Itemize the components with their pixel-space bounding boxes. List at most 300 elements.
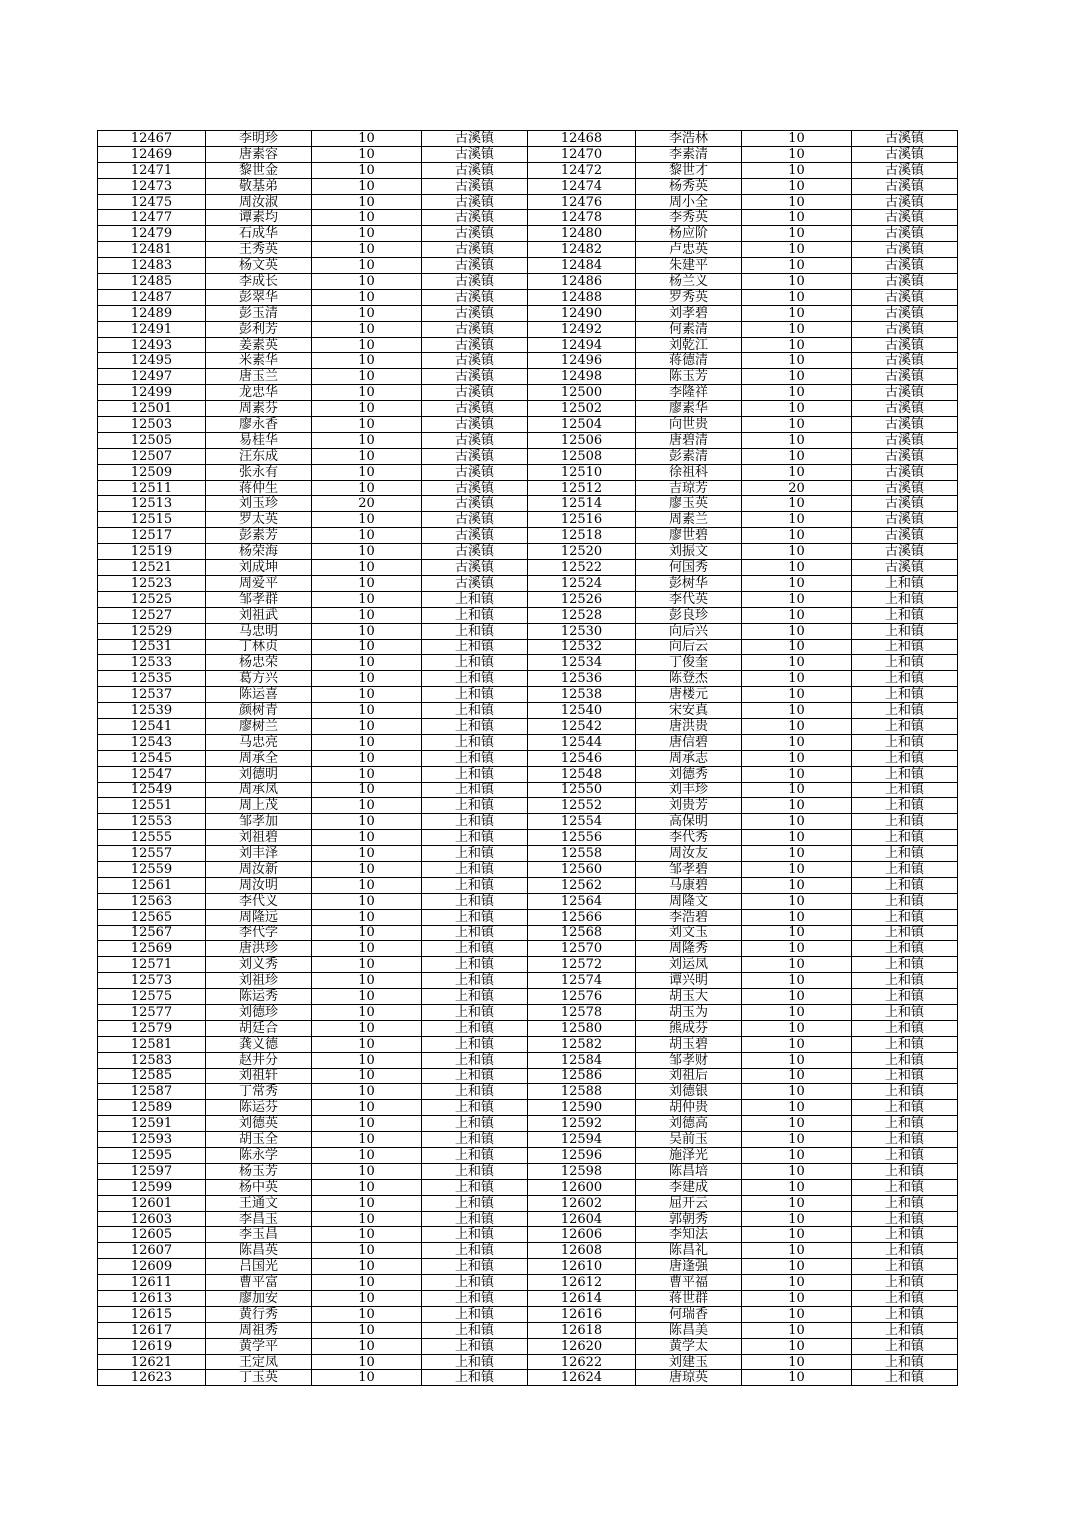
cell-amount-left: 10 bbox=[312, 226, 422, 242]
cell-amount-right: 10 bbox=[742, 210, 852, 226]
cell-town-right: 上和镇 bbox=[852, 1100, 958, 1116]
cell-name-left: 刘祖武 bbox=[206, 607, 312, 623]
table-row bbox=[98, 1227, 958, 1243]
cell-name-right: 李浩碧 bbox=[636, 909, 742, 925]
cell-amount-right: 10 bbox=[742, 417, 852, 433]
table-row bbox=[98, 401, 958, 417]
cell-name-left: 马忠亮 bbox=[206, 734, 312, 750]
table-row bbox=[98, 861, 958, 877]
table-row bbox=[98, 1354, 958, 1370]
table-row bbox=[98, 782, 958, 798]
cell-amount-right: 10 bbox=[742, 1275, 852, 1291]
table-row bbox=[98, 1100, 958, 1116]
cell-name-right: 卢忠英 bbox=[636, 242, 742, 258]
cell-name-left: 龙忠华 bbox=[206, 385, 312, 401]
cell-amount-right: 10 bbox=[742, 1036, 852, 1052]
cell-amount-left: 10 bbox=[312, 655, 422, 671]
cell-amount-right: 10 bbox=[742, 1259, 852, 1275]
cell-town-left: 上和镇 bbox=[422, 671, 528, 687]
cell-town-right: 上和镇 bbox=[852, 1132, 958, 1148]
cell-town-left: 上和镇 bbox=[422, 1004, 528, 1020]
cell-amount-right: 10 bbox=[742, 1354, 852, 1370]
table-row bbox=[98, 448, 958, 464]
cell-amount-left: 10 bbox=[312, 1084, 422, 1100]
cell-town-right: 古溪镇 bbox=[852, 162, 958, 178]
cell-id-right: 12598 bbox=[528, 1163, 636, 1179]
table-row bbox=[98, 1004, 958, 1020]
cell-amount-right: 10 bbox=[742, 1179, 852, 1195]
cell-town-left: 古溪镇 bbox=[422, 575, 528, 591]
cell-town-right: 上和镇 bbox=[852, 941, 958, 957]
cell-amount-right: 10 bbox=[742, 385, 852, 401]
cell-town-left: 古溪镇 bbox=[422, 242, 528, 258]
cell-amount-left: 10 bbox=[312, 1259, 422, 1275]
cell-id-right: 12492 bbox=[528, 321, 636, 337]
table-row bbox=[98, 337, 958, 353]
table-row bbox=[98, 1116, 958, 1132]
cell-amount-right: 10 bbox=[742, 750, 852, 766]
cell-amount-right: 10 bbox=[742, 369, 852, 385]
cell-town-left: 上和镇 bbox=[422, 1068, 528, 1084]
cell-name-right: 李素清 bbox=[636, 146, 742, 162]
cell-town-right: 上和镇 bbox=[852, 1004, 958, 1020]
cell-amount-right: 10 bbox=[742, 178, 852, 194]
cell-town-right: 上和镇 bbox=[852, 1195, 958, 1211]
cell-id-right: 12574 bbox=[528, 973, 636, 989]
cell-id-left: 12587 bbox=[98, 1084, 206, 1100]
cell-id-right: 12516 bbox=[528, 512, 636, 528]
table-row bbox=[98, 703, 958, 719]
cell-name-right: 李浩林 bbox=[636, 131, 742, 147]
cell-name-left: 丁林贞 bbox=[206, 639, 312, 655]
cell-name-right: 陈昌培 bbox=[636, 1163, 742, 1179]
cell-town-right: 上和镇 bbox=[852, 1227, 958, 1243]
table-row bbox=[98, 814, 958, 830]
cell-amount-left: 10 bbox=[312, 353, 422, 369]
cell-id-right: 12620 bbox=[528, 1338, 636, 1354]
cell-name-left: 杨中英 bbox=[206, 1179, 312, 1195]
cell-id-left: 12515 bbox=[98, 512, 206, 528]
cell-amount-right: 10 bbox=[742, 814, 852, 830]
cell-town-right: 古溪镇 bbox=[852, 289, 958, 305]
cell-amount-right: 10 bbox=[742, 226, 852, 242]
cell-town-left: 上和镇 bbox=[422, 798, 528, 814]
cell-town-right: 上和镇 bbox=[852, 798, 958, 814]
cell-name-right: 周素兰 bbox=[636, 512, 742, 528]
cell-town-right: 上和镇 bbox=[852, 1179, 958, 1195]
cell-name-left: 刘德英 bbox=[206, 1116, 312, 1132]
cell-name-right: 刘文玉 bbox=[636, 925, 742, 941]
cell-name-left: 汪东成 bbox=[206, 448, 312, 464]
cell-id-left: 12531 bbox=[98, 639, 206, 655]
cell-name-right: 唐碧清 bbox=[636, 432, 742, 448]
cell-id-right: 12570 bbox=[528, 941, 636, 957]
cell-amount-right: 10 bbox=[742, 146, 852, 162]
cell-amount-left: 10 bbox=[312, 575, 422, 591]
cell-town-right: 古溪镇 bbox=[852, 385, 958, 401]
cell-town-left: 古溪镇 bbox=[422, 162, 528, 178]
cell-name-left: 黄学平 bbox=[206, 1338, 312, 1354]
cell-town-left: 古溪镇 bbox=[422, 353, 528, 369]
cell-amount-right: 10 bbox=[742, 1148, 852, 1164]
cell-name-left: 蒋仲生 bbox=[206, 480, 312, 496]
cell-amount-right: 10 bbox=[742, 893, 852, 909]
cell-amount-right: 10 bbox=[742, 877, 852, 893]
cell-town-right: 上和镇 bbox=[852, 591, 958, 607]
cell-amount-left: 10 bbox=[312, 146, 422, 162]
table-row bbox=[98, 289, 958, 305]
cell-name-right: 胡玉碧 bbox=[636, 1036, 742, 1052]
cell-town-right: 上和镇 bbox=[852, 814, 958, 830]
cell-amount-left: 10 bbox=[312, 274, 422, 290]
cell-id-right: 12556 bbox=[528, 830, 636, 846]
cell-id-left: 12599 bbox=[98, 1179, 206, 1195]
cell-amount-left: 10 bbox=[312, 178, 422, 194]
cell-town-right: 古溪镇 bbox=[852, 544, 958, 560]
table-row bbox=[98, 1084, 958, 1100]
cell-id-left: 12467 bbox=[98, 131, 206, 147]
cell-name-left: 罗太英 bbox=[206, 512, 312, 528]
table-row bbox=[98, 321, 958, 337]
cell-name-right: 杨兰义 bbox=[636, 274, 742, 290]
cell-id-left: 12505 bbox=[98, 432, 206, 448]
cell-amount-left: 10 bbox=[312, 432, 422, 448]
cell-town-left: 上和镇 bbox=[422, 861, 528, 877]
cell-id-right: 12490 bbox=[528, 305, 636, 321]
cell-id-right: 12590 bbox=[528, 1100, 636, 1116]
cell-id-right: 12562 bbox=[528, 877, 636, 893]
table-row bbox=[98, 893, 958, 909]
cell-id-left: 12597 bbox=[98, 1163, 206, 1179]
cell-name-left: 周汝新 bbox=[206, 861, 312, 877]
cell-name-right: 唐逢强 bbox=[636, 1259, 742, 1275]
cell-name-right: 廖素华 bbox=[636, 401, 742, 417]
cell-name-right: 刘孝碧 bbox=[636, 305, 742, 321]
cell-id-left: 12581 bbox=[98, 1036, 206, 1052]
cell-id-right: 12526 bbox=[528, 591, 636, 607]
cell-id-left: 12611 bbox=[98, 1275, 206, 1291]
cell-id-left: 12589 bbox=[98, 1100, 206, 1116]
cell-name-right: 高保明 bbox=[636, 814, 742, 830]
cell-id-right: 12592 bbox=[528, 1116, 636, 1132]
table-row bbox=[98, 973, 958, 989]
cell-name-right: 胡玉大 bbox=[636, 989, 742, 1005]
cell-amount-right: 10 bbox=[742, 734, 852, 750]
cell-id-left: 12513 bbox=[98, 496, 206, 512]
table-row bbox=[98, 941, 958, 957]
cell-id-right: 12498 bbox=[528, 369, 636, 385]
table-row bbox=[98, 178, 958, 194]
cell-town-right: 古溪镇 bbox=[852, 242, 958, 258]
cell-town-right: 上和镇 bbox=[852, 1322, 958, 1338]
cell-id-left: 12501 bbox=[98, 401, 206, 417]
cell-amount-left: 10 bbox=[312, 162, 422, 178]
cell-id-left: 12601 bbox=[98, 1195, 206, 1211]
cell-name-right: 向世贵 bbox=[636, 417, 742, 433]
cell-name-right: 廖世碧 bbox=[636, 528, 742, 544]
table-row bbox=[98, 1275, 958, 1291]
cell-amount-right: 10 bbox=[742, 1132, 852, 1148]
cell-amount-right: 10 bbox=[742, 274, 852, 290]
cell-town-right: 上和镇 bbox=[852, 734, 958, 750]
cell-name-left: 姜素英 bbox=[206, 337, 312, 353]
table-row bbox=[98, 687, 958, 703]
cell-name-left: 刘德珍 bbox=[206, 1004, 312, 1020]
cell-name-left: 李玉昌 bbox=[206, 1227, 312, 1243]
cell-town-left: 古溪镇 bbox=[422, 432, 528, 448]
cell-amount-left: 10 bbox=[312, 1132, 422, 1148]
table-row bbox=[98, 989, 958, 1005]
cell-id-right: 12474 bbox=[528, 178, 636, 194]
cell-id-right: 12564 bbox=[528, 893, 636, 909]
cell-town-right: 上和镇 bbox=[852, 750, 958, 766]
cell-amount-right: 10 bbox=[742, 1306, 852, 1322]
cell-name-left: 陈永学 bbox=[206, 1148, 312, 1164]
cell-name-left: 曹平富 bbox=[206, 1275, 312, 1291]
cell-id-left: 12543 bbox=[98, 734, 206, 750]
cell-town-right: 上和镇 bbox=[852, 1354, 958, 1370]
cell-town-left: 古溪镇 bbox=[422, 194, 528, 210]
cell-town-left: 古溪镇 bbox=[422, 544, 528, 560]
table-row bbox=[98, 655, 958, 671]
cell-amount-left: 10 bbox=[312, 925, 422, 941]
cell-id-right: 12588 bbox=[528, 1084, 636, 1100]
table-row bbox=[98, 512, 958, 528]
cell-town-right: 上和镇 bbox=[852, 1291, 958, 1307]
cell-amount-left: 10 bbox=[312, 448, 422, 464]
cell-amount-left: 10 bbox=[312, 1306, 422, 1322]
cell-town-left: 上和镇 bbox=[422, 639, 528, 655]
cell-amount-right: 10 bbox=[742, 258, 852, 274]
cell-id-right: 12486 bbox=[528, 274, 636, 290]
cell-amount-right: 10 bbox=[742, 1338, 852, 1354]
cell-town-left: 古溪镇 bbox=[422, 417, 528, 433]
cell-id-right: 12510 bbox=[528, 464, 636, 480]
cell-amount-right: 10 bbox=[742, 353, 852, 369]
cell-town-right: 上和镇 bbox=[852, 989, 958, 1005]
cell-amount-left: 10 bbox=[312, 210, 422, 226]
cell-amount-right: 10 bbox=[742, 401, 852, 417]
cell-id-left: 12475 bbox=[98, 194, 206, 210]
cell-id-left: 12493 bbox=[98, 337, 206, 353]
table-row bbox=[98, 496, 958, 512]
cell-name-right: 朱建平 bbox=[636, 258, 742, 274]
cell-id-left: 12491 bbox=[98, 321, 206, 337]
cell-name-right: 唐洪贵 bbox=[636, 718, 742, 734]
cell-town-left: 上和镇 bbox=[422, 718, 528, 734]
cell-name-left: 彭利芳 bbox=[206, 321, 312, 337]
cell-name-right: 吉琼芳 bbox=[636, 480, 742, 496]
cell-id-left: 12507 bbox=[98, 448, 206, 464]
cell-name-left: 张永有 bbox=[206, 464, 312, 480]
cell-amount-right: 10 bbox=[742, 544, 852, 560]
cell-amount-right: 10 bbox=[742, 464, 852, 480]
cell-town-left: 上和镇 bbox=[422, 1275, 528, 1291]
cell-town-right: 古溪镇 bbox=[852, 464, 958, 480]
cell-amount-left: 10 bbox=[312, 877, 422, 893]
cell-id-right: 12618 bbox=[528, 1322, 636, 1338]
cell-amount-right: 10 bbox=[742, 1370, 852, 1386]
cell-town-right: 上和镇 bbox=[852, 782, 958, 798]
cell-id-left: 12617 bbox=[98, 1322, 206, 1338]
cell-id-left: 12619 bbox=[98, 1338, 206, 1354]
cell-town-right: 上和镇 bbox=[852, 671, 958, 687]
cell-id-right: 12614 bbox=[528, 1291, 636, 1307]
cell-town-right: 上和镇 bbox=[852, 1338, 958, 1354]
cell-town-right: 古溪镇 bbox=[852, 258, 958, 274]
cell-name-right: 谭兴明 bbox=[636, 973, 742, 989]
cell-amount-left: 10 bbox=[312, 528, 422, 544]
cell-name-left: 杨玉芳 bbox=[206, 1163, 312, 1179]
table-row bbox=[98, 480, 958, 496]
cell-town-left: 上和镇 bbox=[422, 973, 528, 989]
cell-name-right: 陈登杰 bbox=[636, 671, 742, 687]
cell-amount-right: 10 bbox=[742, 528, 852, 544]
table-row bbox=[98, 369, 958, 385]
cell-town-right: 上和镇 bbox=[852, 1211, 958, 1227]
cell-amount-left: 10 bbox=[312, 1148, 422, 1164]
cell-amount-left: 10 bbox=[312, 321, 422, 337]
cell-name-left: 赵井分 bbox=[206, 1052, 312, 1068]
cell-id-left: 12517 bbox=[98, 528, 206, 544]
cell-amount-right: 10 bbox=[742, 1211, 852, 1227]
cell-town-right: 古溪镇 bbox=[852, 496, 958, 512]
cell-id-right: 12566 bbox=[528, 909, 636, 925]
cell-town-left: 古溪镇 bbox=[422, 496, 528, 512]
cell-id-right: 12606 bbox=[528, 1227, 636, 1243]
cell-name-left: 唐素容 bbox=[206, 146, 312, 162]
cell-id-left: 12495 bbox=[98, 353, 206, 369]
cell-id-left: 12487 bbox=[98, 289, 206, 305]
cell-town-left: 上和镇 bbox=[422, 1036, 528, 1052]
cell-town-left: 上和镇 bbox=[422, 941, 528, 957]
cell-name-left: 刘玉珍 bbox=[206, 496, 312, 512]
cell-name-right: 陈昌礼 bbox=[636, 1243, 742, 1259]
cell-name-right: 周汝友 bbox=[636, 846, 742, 862]
cell-name-left: 彭翠华 bbox=[206, 289, 312, 305]
cell-town-left: 古溪镇 bbox=[422, 464, 528, 480]
cell-id-left: 12533 bbox=[98, 655, 206, 671]
cell-amount-left: 10 bbox=[312, 607, 422, 623]
cell-town-left: 古溪镇 bbox=[422, 305, 528, 321]
cell-id-right: 12536 bbox=[528, 671, 636, 687]
cell-amount-right: 10 bbox=[742, 1116, 852, 1132]
cell-amount-right: 10 bbox=[742, 782, 852, 798]
cell-town-left: 古溪镇 bbox=[422, 131, 528, 147]
cell-name-right: 何瑞香 bbox=[636, 1306, 742, 1322]
cell-amount-left: 10 bbox=[312, 703, 422, 719]
cell-town-left: 上和镇 bbox=[422, 909, 528, 925]
cell-name-right: 陈昌美 bbox=[636, 1322, 742, 1338]
cell-id-right: 12602 bbox=[528, 1195, 636, 1211]
cell-id-left: 12561 bbox=[98, 877, 206, 893]
cell-name-right: 李代秀 bbox=[636, 830, 742, 846]
table-row bbox=[98, 258, 958, 274]
cell-name-right: 刘运凤 bbox=[636, 957, 742, 973]
cell-amount-left: 10 bbox=[312, 798, 422, 814]
cell-amount-left: 10 bbox=[312, 861, 422, 877]
cell-id-right: 12534 bbox=[528, 655, 636, 671]
cell-amount-left: 10 bbox=[312, 1020, 422, 1036]
table-row bbox=[98, 718, 958, 734]
cell-name-right: 唐信碧 bbox=[636, 734, 742, 750]
cell-name-right: 李建成 bbox=[636, 1179, 742, 1195]
cell-id-right: 12610 bbox=[528, 1259, 636, 1275]
table-row bbox=[98, 464, 958, 480]
cell-name-right: 屈开云 bbox=[636, 1195, 742, 1211]
cell-id-right: 12484 bbox=[528, 258, 636, 274]
table-row bbox=[98, 750, 958, 766]
table-row bbox=[98, 925, 958, 941]
cell-name-left: 李代学 bbox=[206, 925, 312, 941]
cell-name-right: 李知法 bbox=[636, 1227, 742, 1243]
cell-town-right: 上和镇 bbox=[852, 957, 958, 973]
cell-amount-left: 10 bbox=[312, 1322, 422, 1338]
cell-name-left: 王定凤 bbox=[206, 1354, 312, 1370]
cell-amount-right: 20 bbox=[742, 480, 852, 496]
cell-amount-right: 10 bbox=[742, 305, 852, 321]
cell-id-right: 12582 bbox=[528, 1036, 636, 1052]
cell-name-left: 敬基弟 bbox=[206, 178, 312, 194]
cell-amount-right: 10 bbox=[742, 607, 852, 623]
cell-amount-right: 10 bbox=[742, 1322, 852, 1338]
cell-name-left: 彭玉清 bbox=[206, 305, 312, 321]
cell-town-left: 上和镇 bbox=[422, 607, 528, 623]
cell-name-right: 施泽光 bbox=[636, 1148, 742, 1164]
cell-town-right: 上和镇 bbox=[852, 846, 958, 862]
cell-name-left: 胡玉全 bbox=[206, 1132, 312, 1148]
table-row bbox=[98, 194, 958, 210]
cell-town-left: 上和镇 bbox=[422, 1370, 528, 1386]
cell-amount-left: 10 bbox=[312, 1338, 422, 1354]
table-row bbox=[98, 1068, 958, 1084]
cell-amount-left: 10 bbox=[312, 591, 422, 607]
cell-town-left: 古溪镇 bbox=[422, 512, 528, 528]
cell-town-left: 上和镇 bbox=[422, 1243, 528, 1259]
cell-name-left: 唐玉兰 bbox=[206, 369, 312, 385]
cell-name-left: 周上茂 bbox=[206, 798, 312, 814]
cell-name-right: 熊成芬 bbox=[636, 1020, 742, 1036]
cell-name-left: 陈运喜 bbox=[206, 687, 312, 703]
cell-amount-right: 10 bbox=[742, 703, 852, 719]
cell-amount-left: 10 bbox=[312, 1243, 422, 1259]
cell-town-left: 上和镇 bbox=[422, 1291, 528, 1307]
cell-name-left: 邹孝加 bbox=[206, 814, 312, 830]
cell-amount-left: 10 bbox=[312, 480, 422, 496]
cell-town-right: 上和镇 bbox=[852, 1259, 958, 1275]
cell-name-left: 陈昌英 bbox=[206, 1243, 312, 1259]
data-table bbox=[97, 130, 958, 1386]
cell-name-left: 石成华 bbox=[206, 226, 312, 242]
table-row bbox=[98, 1052, 958, 1068]
cell-town-left: 上和镇 bbox=[422, 1211, 528, 1227]
cell-name-right: 李代英 bbox=[636, 591, 742, 607]
cell-town-right: 上和镇 bbox=[852, 575, 958, 591]
table-row bbox=[98, 957, 958, 973]
cell-id-right: 12512 bbox=[528, 480, 636, 496]
cell-id-left: 12473 bbox=[98, 178, 206, 194]
cell-id-right: 12552 bbox=[528, 798, 636, 814]
cell-name-right: 郭朝秀 bbox=[636, 1211, 742, 1227]
table-row bbox=[98, 846, 958, 862]
cell-id-right: 12622 bbox=[528, 1354, 636, 1370]
cell-id-right: 12550 bbox=[528, 782, 636, 798]
cell-amount-right: 10 bbox=[742, 766, 852, 782]
cell-amount-left: 10 bbox=[312, 1116, 422, 1132]
cell-name-right: 胡玉为 bbox=[636, 1004, 742, 1020]
cell-amount-left: 10 bbox=[312, 464, 422, 480]
cell-name-left: 刘德明 bbox=[206, 766, 312, 782]
